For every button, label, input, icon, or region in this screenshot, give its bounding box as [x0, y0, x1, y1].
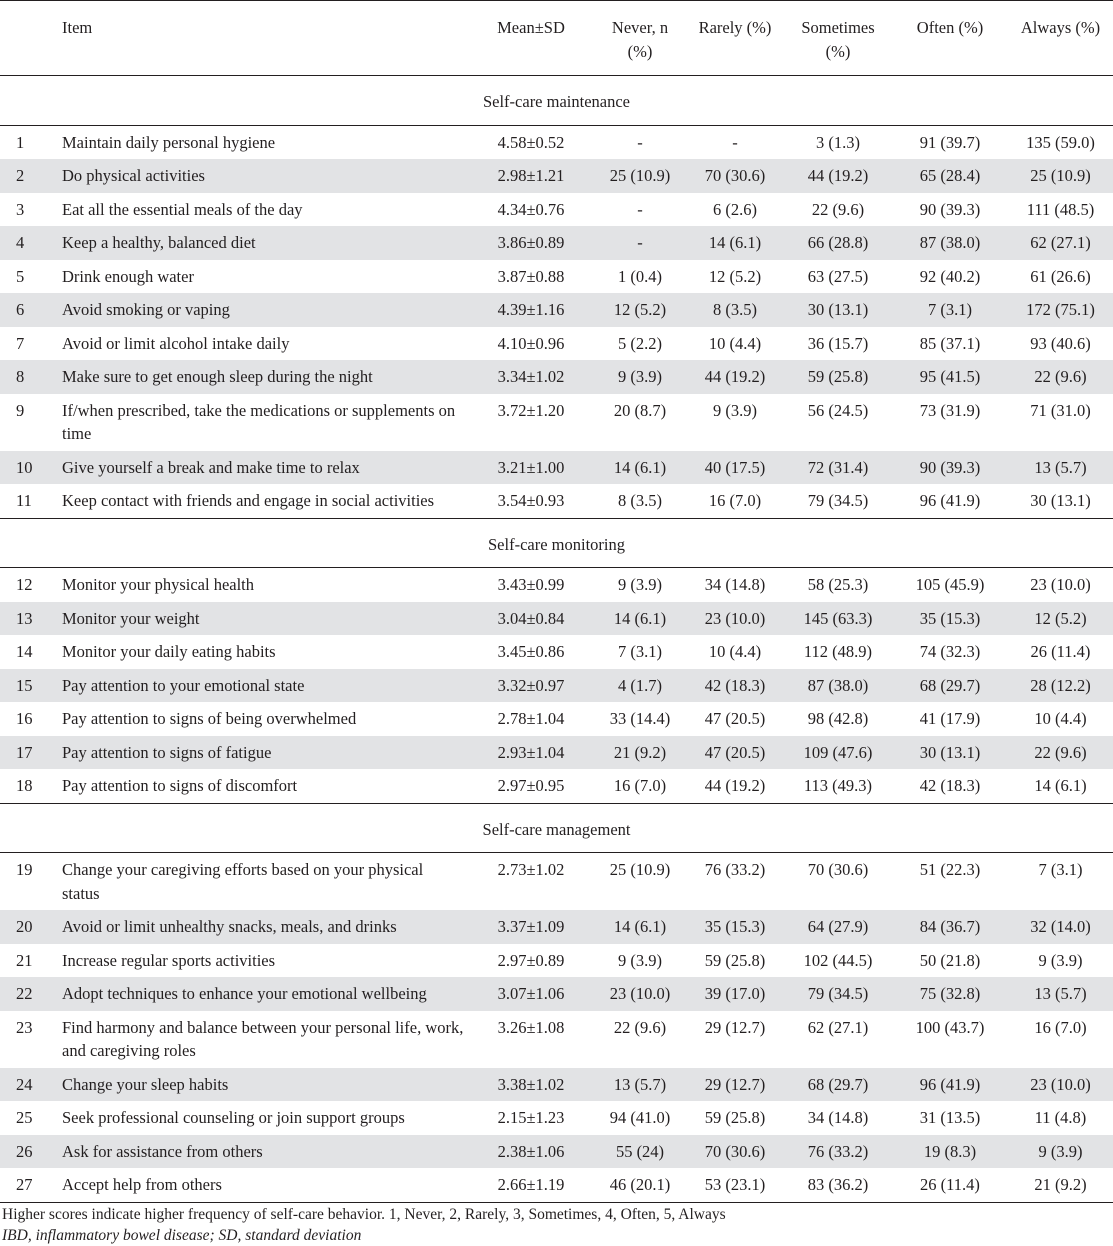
row-mean-sd: 2.93±1.04	[468, 736, 594, 770]
section-header-row	[0, 518, 1113, 568]
row-often: 19 (8.3)	[892, 1135, 1008, 1169]
row-often: 65 (28.4)	[892, 159, 1008, 193]
row-sometimes: 22 (9.6)	[811, 199, 865, 219]
row-never: 14 (6.1)	[594, 910, 686, 944]
row-rarely: 47 (20.5)	[686, 736, 784, 770]
row-sometimes: 3 (1.3)	[816, 132, 860, 152]
table-body	[0, 76, 1113, 1203]
row-often: 68 (29.7)	[892, 669, 1008, 703]
row-always: 22 (9.6)	[1008, 736, 1113, 770]
row-mean-sd: 2.38±1.06	[468, 1135, 594, 1169]
row-sometimes: 87 (38.0)	[784, 669, 892, 703]
row-always: 71 (31.0)	[1030, 400, 1091, 420]
row-mean-sd: 2.66±1.19	[468, 1168, 594, 1202]
row-rarely: 6 (2.6)	[713, 199, 757, 219]
row-rarely: 9 (3.9)	[713, 400, 757, 420]
table-row	[0, 451, 1113, 485]
row-number: 27	[0, 1168, 48, 1202]
row-never: 23 (10.0)	[594, 977, 686, 1011]
row-mean-sd: 3.54±0.93	[468, 484, 594, 518]
row-item: Keep contact with friends and engage in social activities	[48, 484, 468, 518]
row-never: 33 (14.4)	[609, 709, 671, 728]
row-item: Eat all the essential meals of the day	[62, 199, 303, 219]
row-often: 92 (40.2)	[919, 266, 981, 286]
row-mean-sd: 3.32±0.97	[468, 669, 594, 703]
row-never: 14 (6.1)	[594, 602, 686, 636]
row-rarely: 53 (23.1)	[686, 1168, 784, 1202]
row-sometimes: 68 (29.7)	[784, 1068, 892, 1102]
row-rarely: 59 (25.8)	[704, 950, 766, 970]
row-often: 31 (13.5)	[919, 1108, 981, 1127]
table-row	[0, 635, 1113, 669]
row-mean-sd: 3.07±1.06	[468, 977, 594, 1011]
table-row	[0, 360, 1113, 394]
table-header	[0, 1, 1113, 76]
row-rarely: 40 (17.5)	[686, 451, 784, 485]
table-row	[0, 910, 1113, 944]
row-rarely: 70 (30.6)	[686, 159, 784, 193]
table-row	[0, 394, 1113, 451]
table-row	[0, 1101, 1113, 1135]
row-number: 26	[0, 1135, 48, 1169]
section-header-row	[0, 76, 1113, 126]
row-item: Monitor your physical health	[62, 575, 255, 594]
row-mean-sd: 3.04±0.84	[468, 602, 594, 636]
row-never: -	[637, 199, 643, 219]
header-item: Item	[48, 1, 468, 76]
row-never: 7 (3.1)	[618, 642, 662, 661]
table-row	[0, 944, 1113, 978]
row-never: 46 (20.1)	[594, 1168, 686, 1202]
row-number: 13	[0, 602, 48, 636]
row-always: 21 (9.2)	[1008, 1168, 1113, 1202]
row-often: 91 (39.7)	[919, 132, 981, 152]
row-item: Change your sleep habits	[48, 1068, 468, 1102]
row-rarely: 29 (12.7)	[686, 1068, 784, 1102]
row-number: 15	[0, 669, 48, 703]
row-number: 2	[0, 159, 48, 193]
row-always: 172 (75.1)	[1008, 293, 1113, 327]
table-row	[0, 736, 1113, 770]
row-always: 12 (5.2)	[1008, 602, 1113, 636]
row-often: 50 (21.8)	[919, 950, 981, 970]
row-item: Pay attention to signs of being overwhelmed	[62, 709, 357, 728]
row-often: 30 (13.1)	[892, 736, 1008, 770]
row-often: 96 (41.9)	[892, 484, 1008, 518]
row-never: 14 (6.1)	[594, 451, 686, 485]
row-rarely: 70 (30.6)	[686, 1135, 784, 1169]
row-mean-sd: 3.43±0.99	[497, 575, 565, 594]
row-often: 42 (18.3)	[892, 769, 1008, 803]
table-row	[0, 977, 1113, 1011]
header-never: Never, n (%)	[594, 1, 686, 76]
table-row	[0, 669, 1113, 703]
row-always: 9 (3.9)	[1038, 950, 1083, 970]
row-always: 61 (26.6)	[1030, 266, 1091, 286]
row-item: Do physical activities	[48, 159, 468, 193]
header-always: Always (%)	[1008, 1, 1113, 76]
row-sometimes: 145 (63.3)	[784, 602, 892, 636]
header-mean: Mean±SD	[468, 1, 594, 76]
row-always: 26 (11.4)	[1030, 642, 1091, 661]
row-often: 105 (45.9)	[915, 575, 985, 594]
row-mean-sd: 4.39±1.16	[468, 293, 594, 327]
row-always: 13 (5.7)	[1008, 451, 1113, 485]
footnote-abbreviations: IBD, inflammatory bowel disease; SD, standard deviation	[2, 1226, 362, 1244]
row-mean-sd: 4.10±0.96	[497, 333, 565, 353]
row-rarely: 34 (14.8)	[704, 575, 766, 594]
row-mean-sd: 2.97±0.89	[497, 950, 565, 970]
row-never: 21 (9.2)	[594, 736, 686, 770]
row-mean-sd: 2.97±0.95	[468, 769, 594, 803]
row-rarely: 44 (19.2)	[686, 360, 784, 394]
row-never: 25 (10.9)	[594, 159, 686, 193]
row-item: If/when prescribed, take the medications or supplements on time	[62, 400, 456, 443]
row-rarely: 16 (7.0)	[686, 484, 784, 518]
row-number: 5	[16, 266, 25, 286]
section-header-row	[0, 803, 1113, 853]
table-row	[0, 602, 1113, 636]
footnote-scale: Higher scores indicate higher frequency of self-care behavior. 1, Never, 2, Rarely, 3, Sometimes, 4, Often, 5, Always	[2, 1205, 726, 1223]
row-always: 13 (5.7)	[1008, 977, 1113, 1011]
row-never: 1 (0.4)	[618, 266, 662, 286]
row-item: Pay attention to signs of fatigue	[48, 736, 468, 770]
row-number: 3	[16, 199, 25, 219]
row-sometimes: 62 (27.1)	[807, 1017, 869, 1037]
row-often: 74 (32.3)	[919, 642, 981, 661]
row-never: 22 (9.6)	[613, 1017, 667, 1037]
row-always: 23 (10.0)	[1008, 1068, 1113, 1102]
row-never: 20 (8.7)	[613, 400, 667, 420]
row-mean-sd: 3.26±1.08	[497, 1017, 565, 1037]
row-never: 13 (5.7)	[594, 1068, 686, 1102]
row-always: 10 (4.4)	[1034, 709, 1087, 728]
row-mean-sd: 3.21±1.00	[468, 451, 594, 485]
row-rarely: -	[732, 132, 738, 152]
row-never: 16 (7.0)	[594, 769, 686, 803]
section-title: Self-care maintenance	[0, 76, 1113, 126]
row-item: Avoid or limit alcohol intake daily	[62, 333, 290, 353]
row-always: 93 (40.6)	[1030, 333, 1091, 353]
row-item: Avoid or limit unhealthy snacks, meals, and drinks	[48, 910, 468, 944]
row-rarely: 44 (19.2)	[686, 769, 784, 803]
row-rarely: 8 (3.5)	[686, 293, 784, 327]
row-sometimes: 112 (48.9)	[803, 642, 873, 661]
row-number: 12	[16, 575, 33, 594]
row-number: 16	[16, 709, 33, 728]
row-number: 20	[0, 910, 48, 944]
header-sometimes: Sometimes (%)	[784, 1, 892, 76]
row-sometimes: 76 (33.2)	[784, 1135, 892, 1169]
row-sometimes: 70 (30.6)	[807, 860, 869, 879]
row-never: -	[594, 226, 686, 260]
row-mean-sd: 2.78±1.04	[497, 709, 565, 728]
table-row	[0, 260, 1113, 294]
row-mean-sd: 2.15±1.23	[497, 1108, 565, 1127]
header-num	[0, 1, 48, 76]
table-row	[0, 568, 1113, 602]
row-number: 23	[16, 1017, 33, 1037]
row-sometimes: 79 (34.5)	[784, 484, 892, 518]
row-sometimes: 36 (15.7)	[807, 333, 869, 353]
row-item: Accept help from others	[48, 1168, 468, 1202]
table-row	[0, 1011, 1113, 1068]
row-rarely: 10 (4.4)	[708, 642, 762, 661]
row-mean-sd: 3.34±1.02	[468, 360, 594, 394]
row-item: Change your caregiving efforts based on your physical status	[62, 860, 424, 903]
row-mean-sd: 2.73±1.02	[497, 860, 565, 879]
row-item: Pay attention to signs of discomfort	[48, 769, 468, 803]
row-always: 135 (59.0)	[1026, 132, 1095, 152]
row-often: 90 (39.3)	[892, 451, 1008, 485]
row-mean-sd: 3.38±1.02	[468, 1068, 594, 1102]
row-rarely: 12 (5.2)	[708, 266, 762, 286]
row-often: 84 (36.7)	[892, 910, 1008, 944]
row-sometimes: 56 (24.5)	[807, 400, 869, 420]
row-always: 22 (9.6)	[1008, 360, 1113, 394]
row-number: 18	[0, 769, 48, 803]
table-row	[0, 1068, 1113, 1102]
row-sometimes: 113 (49.3)	[784, 769, 892, 803]
row-always: 28 (12.2)	[1008, 669, 1113, 703]
table-row	[0, 484, 1113, 518]
row-mean-sd: 4.58±0.52	[497, 132, 565, 152]
table-row	[0, 293, 1113, 327]
row-item: Increase regular sports activities	[62, 950, 276, 970]
row-always: 7 (3.1)	[1038, 860, 1083, 879]
row-number: 4	[0, 226, 48, 260]
row-rarely: 39 (17.0)	[686, 977, 784, 1011]
row-often: 26 (11.4)	[892, 1168, 1008, 1202]
row-often: 7 (3.1)	[892, 293, 1008, 327]
table-row	[0, 1135, 1113, 1169]
row-rarely: 10 (4.4)	[708, 333, 762, 353]
row-never: 5 (2.2)	[618, 333, 662, 353]
row-mean-sd: 3.72±1.20	[497, 400, 565, 420]
table-row	[0, 853, 1113, 911]
row-never: 25 (10.9)	[609, 860, 671, 879]
row-number: 19	[16, 860, 33, 879]
row-sometimes: 66 (28.8)	[784, 226, 892, 260]
row-number: 9	[16, 400, 25, 420]
row-sometimes: 109 (47.6)	[784, 736, 892, 770]
row-always: 30 (13.1)	[1008, 484, 1113, 518]
header-often: Often (%)	[892, 1, 1008, 76]
row-item: Avoid smoking or vaping	[48, 293, 468, 327]
row-sometimes: 63 (27.5)	[807, 266, 869, 286]
row-sometimes: 34 (14.8)	[807, 1108, 869, 1127]
row-number: 11	[0, 484, 48, 518]
row-sometimes: 79 (34.5)	[784, 977, 892, 1011]
row-item: Monitor your daily eating habits	[62, 642, 276, 661]
row-sometimes: 59 (25.8)	[784, 360, 892, 394]
row-never: 94 (41.0)	[609, 1108, 671, 1127]
table-row	[0, 226, 1113, 260]
row-sometimes: 30 (13.1)	[784, 293, 892, 327]
row-item: Drink enough water	[62, 266, 194, 286]
row-often: 51 (22.3)	[919, 860, 981, 879]
row-never: -	[637, 132, 643, 152]
row-always: 11 (4.8)	[1034, 1108, 1087, 1127]
row-often: 96 (41.9)	[892, 1068, 1008, 1102]
row-sometimes: 98 (42.8)	[807, 709, 869, 728]
row-item: Give yourself a break and make time to relax	[48, 451, 468, 485]
row-item: Pay attention to your emotional state	[48, 669, 468, 703]
row-rarely: 59 (25.8)	[704, 1108, 766, 1127]
row-rarely: 42 (18.3)	[686, 669, 784, 703]
table-row	[0, 125, 1113, 159]
row-often: 73 (31.9)	[919, 400, 981, 420]
row-number: 22	[0, 977, 48, 1011]
row-mean-sd: 3.45±0.86	[497, 642, 565, 661]
row-item: Keep a healthy, balanced diet	[48, 226, 468, 260]
row-rarely: 47 (20.5)	[704, 709, 766, 728]
section-title: Self-care monitoring	[0, 518, 1113, 568]
row-always: 16 (7.0)	[1034, 1017, 1087, 1037]
row-mean-sd: 3.37±1.09	[468, 910, 594, 944]
row-sometimes: 58 (25.3)	[807, 575, 869, 594]
row-never: 9 (3.9)	[618, 950, 662, 970]
row-item: Monitor your weight	[48, 602, 468, 636]
row-rarely: 23 (10.0)	[686, 602, 784, 636]
row-mean-sd: 2.98±1.21	[468, 159, 594, 193]
row-often: 90 (39.3)	[919, 199, 981, 219]
row-often: 87 (38.0)	[892, 226, 1008, 260]
table-footnote	[0, 1203, 1113, 1246]
row-never: 4 (1.7)	[594, 669, 686, 703]
row-item: Seek professional counseling or join support groups	[62, 1108, 405, 1127]
row-rarely: 35 (15.3)	[686, 910, 784, 944]
row-number: 8	[0, 360, 48, 394]
row-always: 62 (27.1)	[1008, 226, 1113, 260]
row-always: 14 (6.1)	[1008, 769, 1113, 803]
row-item: Adopt techniques to enhance your emotional wellbeing	[48, 977, 468, 1011]
row-never: 9 (3.9)	[618, 575, 662, 594]
row-never: 9 (3.9)	[594, 360, 686, 394]
row-never: 55 (24)	[594, 1135, 686, 1169]
row-always: 32 (14.0)	[1008, 910, 1113, 944]
table-row	[0, 159, 1113, 193]
row-number: 1	[16, 132, 25, 152]
row-always: 9 (3.9)	[1008, 1135, 1113, 1169]
table-row	[0, 702, 1113, 736]
row-sometimes: 64 (27.9)	[784, 910, 892, 944]
row-always: 111 (48.5)	[1026, 199, 1095, 219]
row-number: 25	[16, 1108, 33, 1127]
table-row	[0, 769, 1113, 803]
row-never: 8 (3.5)	[594, 484, 686, 518]
row-number: 17	[0, 736, 48, 770]
row-rarely: 29 (12.7)	[704, 1017, 766, 1037]
row-often: 100 (43.7)	[915, 1017, 985, 1037]
row-sometimes: 83 (36.2)	[784, 1168, 892, 1202]
row-number: 14	[16, 642, 33, 661]
row-rarely: 76 (33.2)	[704, 860, 766, 879]
row-item: Maintain daily personal hygiene	[62, 132, 276, 152]
row-item: Make sure to get enough sleep during the night	[48, 360, 468, 394]
row-rarely: 14 (6.1)	[686, 226, 784, 260]
row-number: 6	[0, 293, 48, 327]
row-item: Ask for assistance from others	[48, 1135, 468, 1169]
header-rarely: Rarely (%)	[686, 1, 784, 76]
row-always: 23 (10.0)	[1030, 575, 1091, 594]
table-row	[0, 327, 1113, 361]
row-number: 21	[16, 950, 33, 970]
row-often: 85 (37.1)	[919, 333, 981, 353]
row-often: 41 (17.9)	[919, 709, 981, 728]
row-sometimes: 44 (19.2)	[784, 159, 892, 193]
table-row	[0, 193, 1113, 227]
row-item: Find harmony and balance between your personal life, work, and caregiving roles	[62, 1017, 464, 1060]
row-often: 95 (41.5)	[892, 360, 1008, 394]
section-title: Self-care management	[0, 803, 1113, 853]
row-sometimes: 102 (44.5)	[803, 950, 873, 970]
row-never: 12 (5.2)	[594, 293, 686, 327]
row-always: 25 (10.9)	[1008, 159, 1113, 193]
row-number: 10	[0, 451, 48, 485]
row-mean-sd: 3.86±0.89	[468, 226, 594, 260]
row-often: 35 (15.3)	[892, 602, 1008, 636]
row-number: 7	[16, 333, 25, 353]
row-sometimes: 72 (31.4)	[784, 451, 892, 485]
table-row	[0, 1168, 1113, 1202]
row-mean-sd: 3.87±0.88	[497, 266, 565, 286]
row-number: 24	[0, 1068, 48, 1102]
row-often: 75 (32.8)	[892, 977, 1008, 1011]
row-mean-sd: 4.34±0.76	[497, 199, 565, 219]
